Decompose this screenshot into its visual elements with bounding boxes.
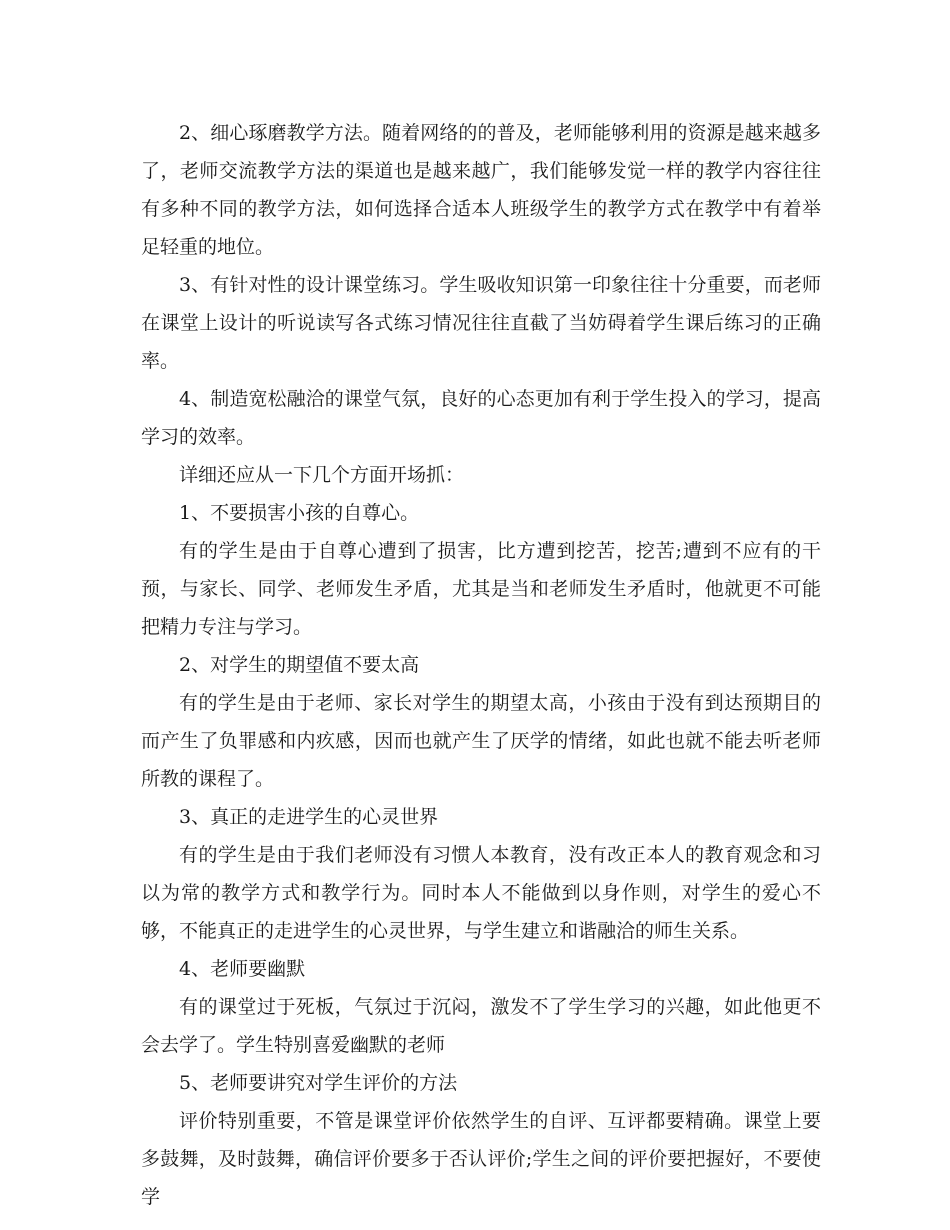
paragraph-teaching-methods: 2、细心琢磨教学方法。随着网络的的普及，老师能够利用的资源是越来越多了，老师交流教学方法的渠道也是越来越广，我们能够发觉一样的教学内容往往有多种不同的教学方法，如何选择合适本人班级学生的教学方式在教学中有着举足轻重的地位。 xyxy=(141,122,821,258)
paragraph-student-heart: 有的学生是由于我们老师没有习惯人本教育，没有改正本人的教育观念和习以为常的教学方式和教学行为。同时本人不能做到以身作则，对学生的爱心不够，不能真正的走进学生的心灵世界，与学生建立和谐融洽的师生关系。 xyxy=(141,844,821,942)
paragraph-evaluation: 评价特别重要，不管是课堂评价依然学生的自评、互评都要精确。课堂上要多鼓舞，及时鼓舞，确信评价要多于否认评价;学生之间的评价要把握好，不要使学 xyxy=(141,1110,821,1208)
heading-self-esteem: 1、不要损害小孩的自尊心。 xyxy=(179,502,420,524)
heading-expectations: 2、对学生的期望值不要太高 xyxy=(179,654,420,676)
heading-humor: 4、老师要幽默 xyxy=(179,958,306,980)
paragraph-classroom-exercises: 3、有针对性的设计课堂练习。学生吸收知识第一印象往往十分重要，而老师在课堂上设计的听说读写各式练习情况往往直截了当妨碍着学生课后练习的正确率。 xyxy=(141,274,821,372)
paragraph-classroom-atmosphere: 4、制造宽松融洽的课堂气氛，良好的心态更加有利于学生投入的学习，提高学习的效率。 xyxy=(141,388,821,448)
heading-evaluation: 5、老师要讲究对学生评价的方法 xyxy=(179,1072,458,1094)
document-page xyxy=(141,114,821,1216)
paragraph-aspects-intro: 详细还应从一下几个方面开场抓： xyxy=(179,464,465,486)
paragraph-self-esteem: 有的学生是由于自尊心遭到了损害，比方遭到挖苦，挖苦;遭到不应有的干预，与家长、同学、老师发生矛盾，尤其是当和老师发生矛盾时，他就更不可能把精力专注与学习。 xyxy=(141,540,821,638)
paragraph-expectations: 有的学生是由于老师、家长对学生的期望太高，小孩由于没有到达预期目的而产生了负罪感和内疚感，因而也就产生了厌学的情绪，如此也就不能去听老师所教的课程了。 xyxy=(141,692,821,790)
paragraph-humor: 有的课堂过于死板，气氛过于沉闷，激发不了学生学习的兴趣，如此他更不会去学了。学生特别喜爱幽默的老师 xyxy=(141,996,821,1056)
heading-student-heart: 3、真正的走进学生的心灵世界 xyxy=(179,806,439,828)
